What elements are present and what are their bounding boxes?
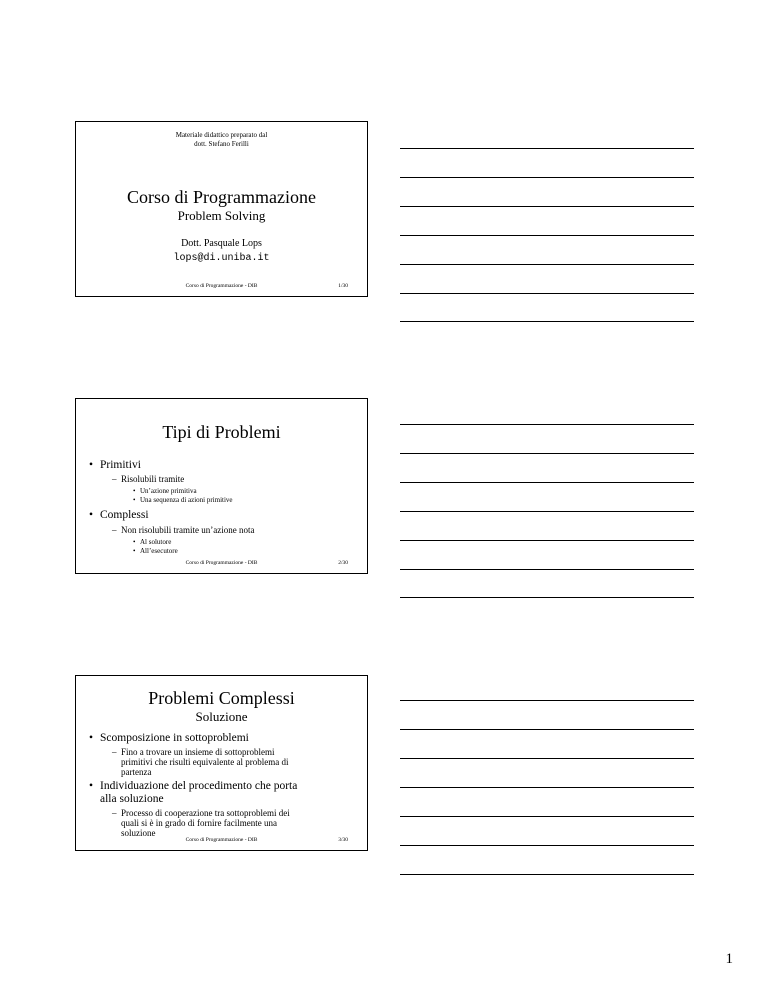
sub-sub-bullet: Al solutore <box>140 538 172 546</box>
sub-bullet-line: Processo di cooperazione tra sottoproblemi dei <box>121 808 290 818</box>
note-line <box>400 569 694 570</box>
note-line <box>400 758 694 759</box>
slide-footer: Corso di Programmazione - DIB <box>185 560 258 566</box>
slide-subtitle: Problem Solving <box>177 208 266 223</box>
slide-1 <box>75 121 368 297</box>
sub-bullet-line: Fino a trovare un insieme di sottoproblemi <box>121 747 275 757</box>
slide-title: Tipi di Problemi <box>162 422 281 442</box>
bullet-marker: • <box>89 459 94 471</box>
note-line <box>400 321 694 322</box>
sub-bullet-line: partenza <box>121 767 152 777</box>
note-line <box>400 845 694 846</box>
slide-page-number: 2/30 <box>338 560 348 566</box>
slide-2 <box>75 398 368 574</box>
slide-page-number: 1/30 <box>338 283 348 289</box>
note-line <box>400 597 694 598</box>
note-line <box>400 874 694 875</box>
note-line <box>400 424 694 425</box>
bullet-individuazione-line: alla soluzione <box>100 793 164 805</box>
dash-marker: – <box>112 525 117 535</box>
sub-sub-bullet: Un’azione primitiva <box>140 487 197 495</box>
email: lops@di.uniba.it <box>173 253 270 264</box>
sub-bullet-line: soluzione <box>121 828 156 838</box>
sub-bullet: Non risolubili tramite un’azione nota <box>121 525 255 535</box>
bullet-marker: • <box>89 780 94 792</box>
dash-marker: – <box>112 747 117 757</box>
note-line <box>400 177 694 178</box>
note-line <box>400 206 694 207</box>
credit-line-2: dott. Stefano Ferilli <box>194 140 249 148</box>
note-line <box>400 264 694 265</box>
sub-sub-bullet: All’esecutore <box>140 547 178 555</box>
small-bullet-marker: • <box>133 538 136 546</box>
note-line <box>400 816 694 817</box>
bullet-individuazione-line: Individuazione del procedimento che porta <box>100 780 298 792</box>
note-line <box>400 729 694 730</box>
slide-page-number: 3/30 <box>338 837 348 843</box>
small-bullet-marker: • <box>133 487 136 495</box>
note-line <box>400 482 694 483</box>
sub-sub-bullet: Una sequenza di azioni primitive <box>140 496 233 504</box>
page-number: 1 <box>725 951 733 967</box>
note-line <box>400 540 694 541</box>
slide-title: Problemi Complessi <box>148 688 295 708</box>
credit-line-1: Materiale didattico preparato dal <box>175 131 268 139</box>
slide-footer: Corso di Programmazione - DIB <box>185 283 258 289</box>
note-line <box>400 787 694 788</box>
note-line <box>400 148 694 149</box>
slide-footer: Corso di Programmazione - DIB <box>185 837 258 843</box>
sub-bullet-line: primitivi che risulti equivalente al problema di <box>121 757 289 767</box>
small-bullet-marker: • <box>133 547 136 555</box>
sub-bullet: Risolubili tramite <box>121 474 185 484</box>
slide-title: Corso di Programmazione <box>127 187 316 207</box>
bullet-scomposizione: Scomposizione in sottoproblemi <box>100 732 249 744</box>
bullet-complessi: Complessi <box>100 509 149 521</box>
slide-3 <box>75 675 368 851</box>
note-line <box>400 511 694 512</box>
author: Dott. Pasquale Lops <box>181 238 262 249</box>
dash-marker: – <box>112 808 117 818</box>
note-line <box>400 235 694 236</box>
note-line <box>400 700 694 701</box>
small-bullet-marker: • <box>133 496 136 504</box>
bullet-marker: • <box>89 732 94 744</box>
dash-marker: – <box>112 474 117 484</box>
slide-subtitle: Soluzione <box>195 709 248 724</box>
note-line <box>400 293 694 294</box>
bullet-marker: • <box>89 509 94 521</box>
note-line <box>400 453 694 454</box>
sub-bullet-line: quali si è in grado di fornire facilmente una <box>121 818 277 828</box>
bullet-primitivi: Primitivi <box>100 459 141 471</box>
